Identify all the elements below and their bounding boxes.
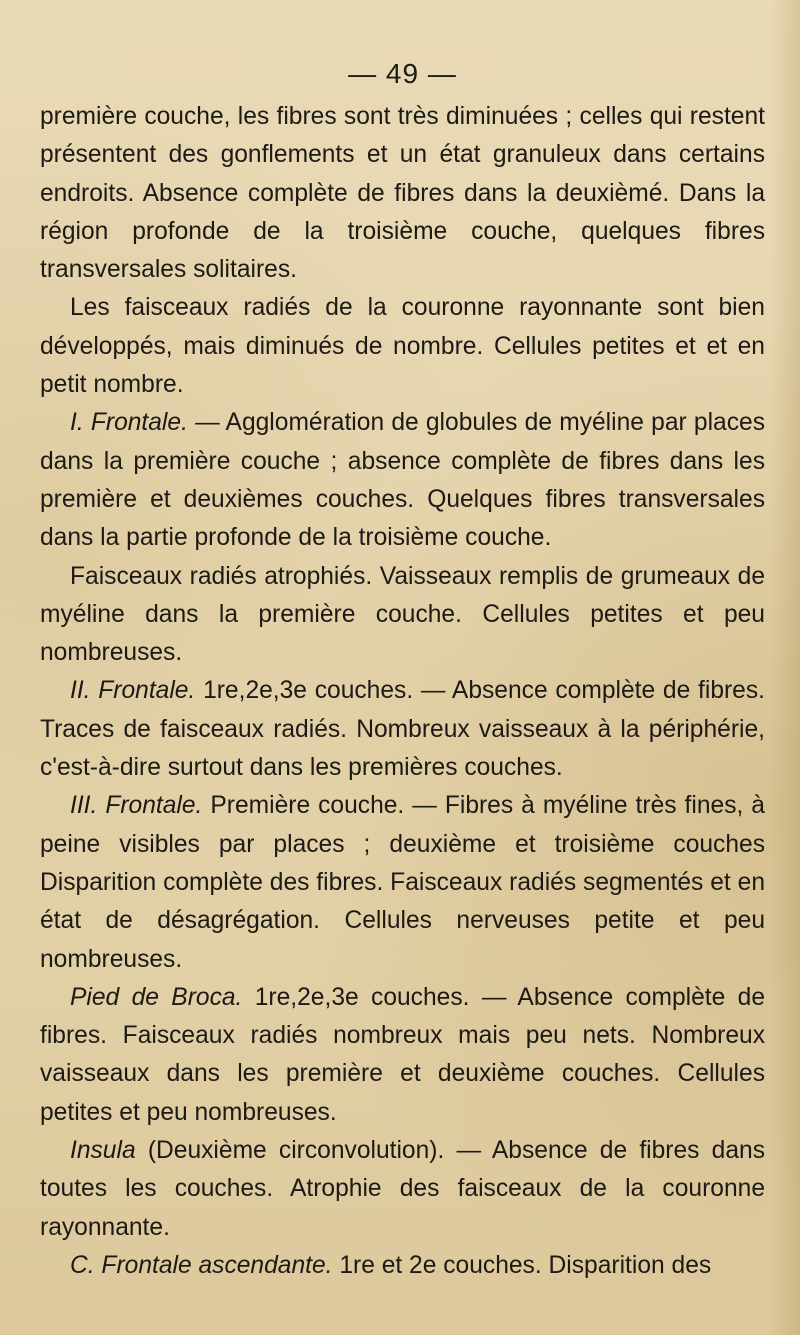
paragraph-heading: III. Frontale. — [70, 792, 203, 820]
paragraph-faisceaux — [40, 558, 765, 673]
paragraph-text: Faisceaux radiés atrophiés. Vaisseaux remplis de grumeaux de myéline dans la première couche. Cellules petites et peu nombreuses. — [40, 562, 765, 667]
paragraph-text: 1re,2e,3e couches. — Absence complète de fibres. Faisceaux radiés nombreux mais peu nets. Nombreux vaisseaux dans les première et deuxième couches. Cellules petites et peu nombreuses. — [40, 983, 766, 1126]
paragraph-heading: Insula — [70, 1137, 136, 1165]
paragraph-text: 1re et 2e couches. Disparition des — [332, 1251, 712, 1279]
paragraph-frontale-2 — [40, 672, 765, 787]
book-page — [40, 0, 765, 1335]
paragraph-continuation — [40, 98, 765, 289]
paragraph-heading: C. Frontale ascendante. — [70, 1251, 333, 1279]
paragraph-heading: Pied de Broca. — [70, 983, 243, 1011]
paragraph-heading: I. Frontale. — [70, 409, 188, 437]
paragraph-couronne-rayonnante — [40, 289, 765, 404]
paragraph-frontale-3 — [40, 787, 765, 978]
paragraph-heading: II. Frontale. — [70, 677, 196, 705]
page-number: — 49 — — [348, 58, 457, 89]
paragraph-frontale-1 — [40, 404, 765, 557]
paragraph-frontale-ascendante — [40, 1247, 765, 1285]
page-edge-shadow — [770, 0, 800, 1335]
paragraph-text: — Agglomération de globules de myéline par places dans la première couche ; absence complète de fibres dans les première et deuxièmes couches. Quelques fibres transversales dans la partie profonde de la troisième couche. — [40, 409, 765, 552]
paragraph-text: 1re,2e,3e couches. — Absence complète de fibres. Traces de faisceaux radiés. Nombreux vaisseaux à la périphérie, c'est-à-dire surtout dans les premières couches. — [40, 677, 765, 782]
body-text — [40, 98, 765, 1285]
paragraph-text: Première couche. — Fibres à myéline très fines, à peine visibles par places ; deuxième et troisième couches Disparition complète des fibres. Faisceaux radiés segmentés et en état de désagrégation. Cellules nerveuses petite et peu nombreuses. — [40, 792, 765, 973]
paragraph-text: (Deuxième circonvolution). — Absence de fibres dans toutes les couches. Atrophie des faisceaux de la couronne rayonnante. — [40, 1137, 765, 1241]
paragraph-insula — [40, 1132, 765, 1247]
paragraph-pied-de-broca — [40, 979, 765, 1132]
paragraph-text: Les faisceaux radiés de la couronne rayonnante sont bien développés, mais diminués de nombre. Cellules petites et et en petit nombre. — [40, 294, 765, 399]
paragraph-text: première couche, les fibres sont très diminuées ; celles qui restent présentent des gonflements et un état granuleux dans certains endroits. Absence complète de fibres dans la deuxièmé. Dans la région profonde de la troisième couche, quelques fibres transversales solitaires. — [40, 103, 765, 284]
